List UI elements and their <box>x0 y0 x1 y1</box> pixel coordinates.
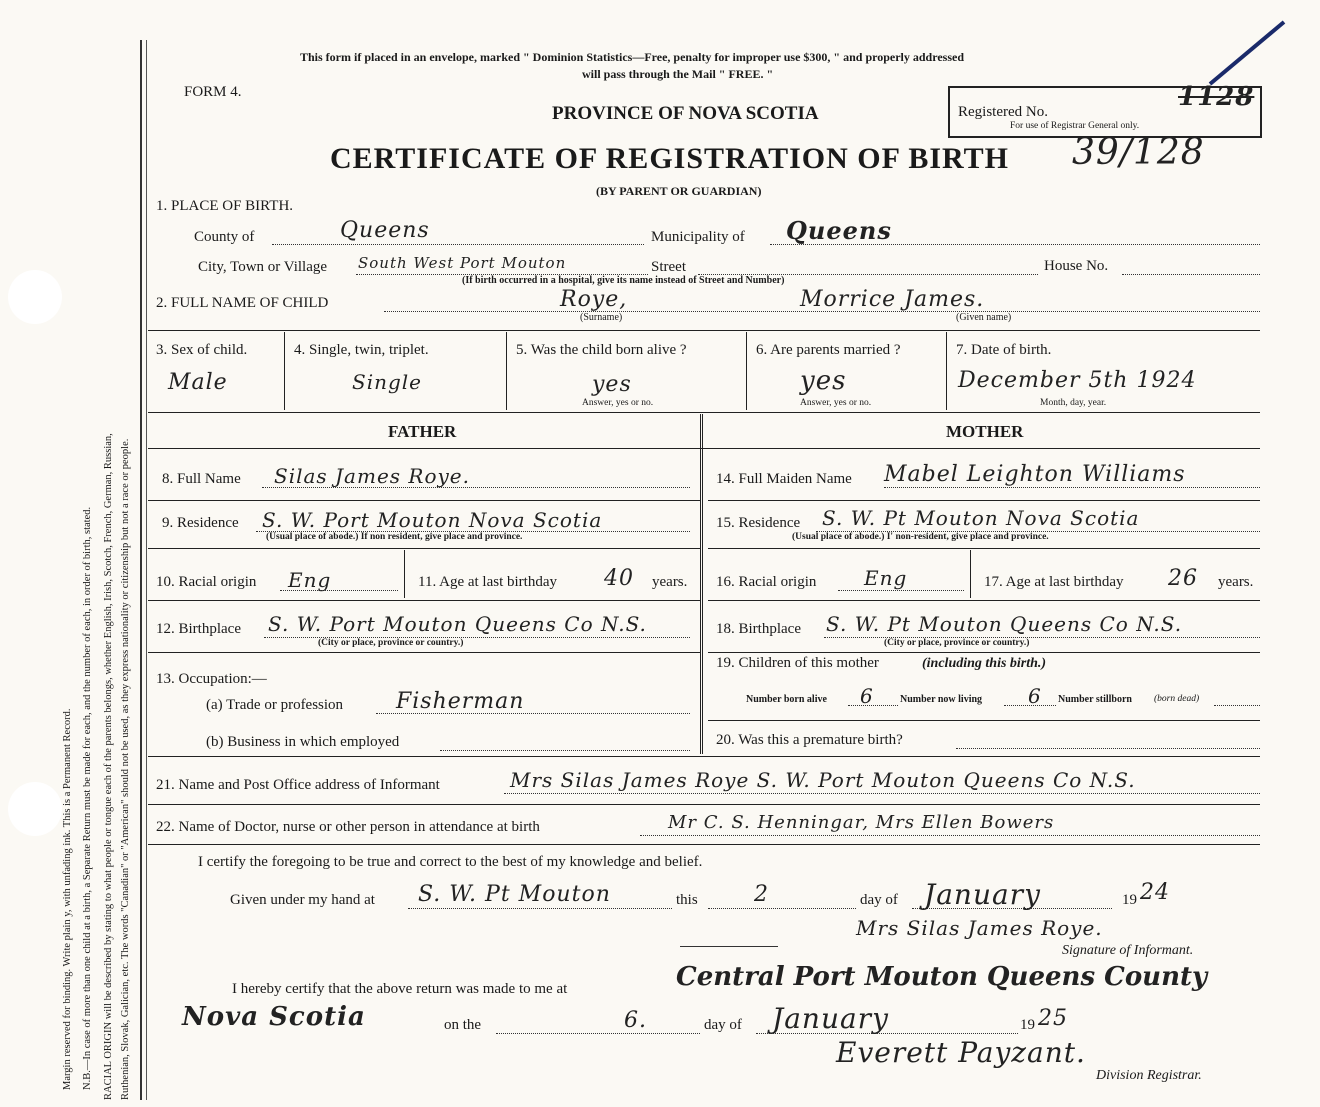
alive-caption: Answer, yes or no. <box>582 398 654 408</box>
registrar-year-value: 25 <box>1038 1006 1068 1031</box>
trade-label: (a) Trade or profession <box>206 697 344 713</box>
stillborn-label: Number stillborn <box>1058 694 1132 705</box>
form-number: FORM 4. <box>184 84 242 100</box>
mother-years-label: years. <box>1218 574 1254 590</box>
house-no-label: House No. <box>1044 258 1109 274</box>
divider-5 <box>148 844 1260 845</box>
living-label: Number now living <box>900 694 983 705</box>
registered-value: 1128 <box>1178 82 1255 112</box>
certify-day-dots <box>708 908 856 909</box>
father-birthplace-caption: (City or place, province or country.) <box>318 638 464 648</box>
place-of-birth-heading: 1. PLACE OF BIRTH. <box>156 198 294 214</box>
mother-residence-label: 15. Residence <box>716 515 801 531</box>
col-divider-a <box>284 332 285 410</box>
stillborn-dots <box>1214 705 1260 706</box>
mother-racial-divider <box>970 550 971 598</box>
children-label: 19. Children of this mother <box>716 655 879 671</box>
child-name-label: 2. FULL NAME OF CHILD <box>156 295 329 311</box>
father-heading: FATHER <box>388 422 457 441</box>
col-divider-d <box>946 332 947 410</box>
city-label: City, Town or Village <box>198 259 328 275</box>
mail-notice: This form if placed in an envelope, marked " Dominion Statistics—Free, penalty for improper use $300, " and properly addressed <box>300 50 965 64</box>
certify-statement: I certify the foregoing to be true and correct to the best of my knowledge and belief. <box>198 854 703 870</box>
dob-value: December 5th 1924 <box>958 368 1197 393</box>
father-divider-1 <box>148 500 700 501</box>
margin-border <box>140 40 142 1100</box>
registered-box <box>948 82 1262 138</box>
municipality-label: Municipality of <box>651 229 745 245</box>
father-birthplace-value: S. W. Port Mouton Queens Co N.S. <box>268 612 647 636</box>
short-rule <box>680 946 778 947</box>
premature-dots <box>956 748 1260 749</box>
divider-1 <box>148 330 1260 331</box>
punch-hole-top <box>8 270 62 324</box>
father-years-label: years. <box>652 574 688 590</box>
father-divider-2 <box>148 548 700 549</box>
col-divider-b <box>506 332 507 410</box>
sex-value: Male <box>168 370 228 395</box>
surname-caption: (Surname) <box>580 312 623 323</box>
certify-month-value: January <box>924 878 1041 911</box>
informant-value: Mrs Silas James Roye S. W. Port Mouton Queens Co N.S. <box>510 768 1136 792</box>
doctor-dots <box>640 835 1260 836</box>
mother-racial-dots <box>838 590 964 591</box>
stillborn-note: (born dead) <box>1154 694 1200 704</box>
father-residence-value: S. W. Port Mouton Nova Scotia <box>262 508 603 532</box>
registrar-on-the: on the <box>444 1017 482 1033</box>
given-label: Given under my hand at <box>230 892 375 908</box>
father-age-value: 40 <box>604 566 634 591</box>
father-residence-caption: (Usual place of abode.) If non resident, give place and province. <box>266 532 523 542</box>
business-dots <box>440 750 690 751</box>
certificate-subtitle: (BY PARENT OR GUARDIAN) <box>596 184 762 198</box>
mother-birthplace-label: 18. Birthplace <box>716 621 801 637</box>
registrar-general-note: For use of Registrar General only. <box>1010 121 1140 131</box>
side-note-racial-origin: RACIAL ORIGIN will be described by stating to what people or tongue each of the parents belongs, whether English, Irish, Scotch, French, German, Russian, <box>103 433 114 1100</box>
divider-4 <box>148 804 1260 805</box>
side-note-binding: Margin reserved for binding. Write plain y, with unfading ink. This is a Permanent Record. <box>62 708 73 1090</box>
side-note-racial-origin-cont: Ruthenian, Slovak, Galician, etc. The words "Canadian" or "American" should not be used, as they express nationality or citizenship but not a race or people. <box>120 438 131 1100</box>
registrar-day-value: 6. <box>624 1008 647 1033</box>
margin-border-inner <box>146 40 147 1100</box>
registrar-statement: I hereby certify that the above return was made to me at <box>232 981 568 997</box>
parents-divider <box>700 414 703 754</box>
father-birthplace-label: 12. Birthplace <box>156 621 241 637</box>
certificate-title: CERTIFICATE OF REGISTRATION OF BIRTH <box>330 142 1009 175</box>
side-note-multiple-births: N.B.—In case of more than one child at a birth, a Separate Return must be made for each, and the number of each, in order of birth, stated. <box>82 506 93 1090</box>
dob-label: 7. Date of birth. <box>956 342 1052 358</box>
informant-dots <box>504 793 1260 794</box>
mother-heading: MOTHER <box>946 422 1024 441</box>
mother-racial-value: Eng <box>864 566 908 590</box>
given-place-dots <box>408 908 672 909</box>
registered-label: Registered No. <box>958 104 1048 120</box>
county-label: County of <box>194 229 255 245</box>
registrar-month-value: January <box>772 1002 889 1035</box>
mother-age-label: 17. Age at last birthday <box>984 574 1124 590</box>
married-caption: Answer, yes or no. <box>800 398 872 408</box>
mother-name-dots <box>884 487 1260 488</box>
mail-notice-2: will pass through the Mail " FREE. " <box>582 67 774 81</box>
mother-birthplace-caption: (City or place, province or country.) <box>884 638 1030 648</box>
province-heading: PROVINCE OF NOVA SCOTIA <box>552 103 819 124</box>
house-dots <box>1122 274 1260 275</box>
informant-signature: Mrs Silas James Roye. <box>856 916 1103 940</box>
mother-residence-value: S. W. Pt Mouton Nova Scotia <box>822 506 1140 530</box>
city-value: South West Port Mouton <box>358 254 567 272</box>
mother-divider-5 <box>708 720 1260 721</box>
registrar-day-dots <box>496 1033 700 1034</box>
street-label: Street <box>651 259 686 275</box>
father-racial-label: 10. Racial origin <box>156 574 257 590</box>
certificate-handwritten-number: 39/128 <box>1072 132 1205 173</box>
alive-label: 5. Was the child born alive ? <box>516 342 687 358</box>
child-given-value: Morrice James. <box>800 287 985 312</box>
pen-stroke-mark <box>1200 12 1290 92</box>
mother-age-value: 26 <box>1168 566 1198 591</box>
given-place-value: S. W. Pt Mouton <box>418 882 611 907</box>
hospital-note: (If birth occurred in a hospital, give its name instead of Street and Number) <box>462 275 785 286</box>
premature-label: 20. Was this a premature birth? <box>716 732 903 748</box>
mother-birthplace-value: S. W. Pt Mouton Queens Co N.S. <box>826 612 1183 636</box>
informant-signature-caption: Signature of Informant. <box>1062 943 1194 958</box>
registrar-signature: Everett Payzant. <box>836 1036 1086 1069</box>
county-dots <box>272 244 644 245</box>
children-note: (including this birth.) <box>922 656 1047 671</box>
registrar-year-prefix: 19 <box>1020 1017 1035 1033</box>
divider-2 <box>148 412 1260 413</box>
mother-divider-2 <box>708 548 1260 549</box>
child-surname-value: Roye, <box>560 287 628 312</box>
mother-racial-label: 16. Racial origin <box>716 574 817 590</box>
mother-name-value: Mabel Leighton Williams <box>884 462 1186 487</box>
born-alive-label: Number born alive <box>746 694 827 705</box>
certify-year-value: 24 <box>1140 880 1170 905</box>
mother-name-label: 14. Full Maiden Name <box>716 471 852 487</box>
father-divider-3 <box>148 600 700 601</box>
single-value: Single <box>352 370 423 394</box>
this-label: this <box>676 892 698 908</box>
father-name-label: 8. Full Name <box>162 471 241 487</box>
certify-day-value: 2 <box>754 882 769 907</box>
registrar-place-value: Central Port Mouton Queens County <box>676 962 1208 992</box>
married-label: 6. Are parents married ? <box>756 342 901 358</box>
father-name-value: Silas James Roye. <box>274 464 470 488</box>
certify-year-prefix: 19 <box>1122 892 1137 908</box>
business-label: (b) Business in which employed <box>206 734 400 750</box>
occupation-label: 13. Occupation:— <box>156 671 267 687</box>
informant-label: 21. Name and Post Office address of Informant <box>156 777 440 793</box>
single-label: 4. Single, twin, triplet. <box>294 342 429 358</box>
doctor-value: Mr C. S. Henningar, Mrs Ellen Bowers <box>668 812 1055 833</box>
alive-value: yes <box>592 372 632 397</box>
father-divider-4 <box>148 652 700 653</box>
mother-divider-1 <box>708 500 1260 501</box>
trade-value: Fisherman <box>396 689 525 714</box>
married-value: yes <box>800 366 847 396</box>
county-value: Queens <box>340 218 430 243</box>
father-age-label: 11. Age at last birthday <box>418 574 557 590</box>
doctor-label: 22. Name of Doctor, nurse or other person in attendance at birth <box>156 819 540 835</box>
father-residence-label: 9. Residence <box>162 515 239 531</box>
given-caption: (Given name) <box>956 312 1012 323</box>
registrar-day-of: day of <box>704 1017 742 1033</box>
divider-3 <box>148 756 1260 757</box>
mother-divider-3 <box>708 600 1260 601</box>
mother-divider-4 <box>708 652 1260 653</box>
punch-hole-bottom <box>8 782 62 836</box>
father-racial-value: Eng <box>288 568 332 592</box>
certify-day-of: day of <box>860 892 898 908</box>
mother-residence-caption: (Usual place of abode.) I' non-resident, give place and province. <box>792 532 1049 542</box>
dob-caption: Month, day, year. <box>1040 398 1107 408</box>
col-divider-c <box>746 332 747 410</box>
born-alive-value: 6 <box>860 684 874 708</box>
sex-label: 3. Sex of child. <box>156 342 248 358</box>
divider-parents-head <box>148 448 1260 449</box>
registrar-signature-caption: Division Registrar. <box>1096 1068 1202 1083</box>
municipality-value: Queens <box>786 216 892 245</box>
living-value: 6 <box>1028 684 1042 708</box>
registrar-place-value-2: Nova Scotia <box>182 1002 366 1032</box>
father-racial-divider <box>404 550 405 598</box>
